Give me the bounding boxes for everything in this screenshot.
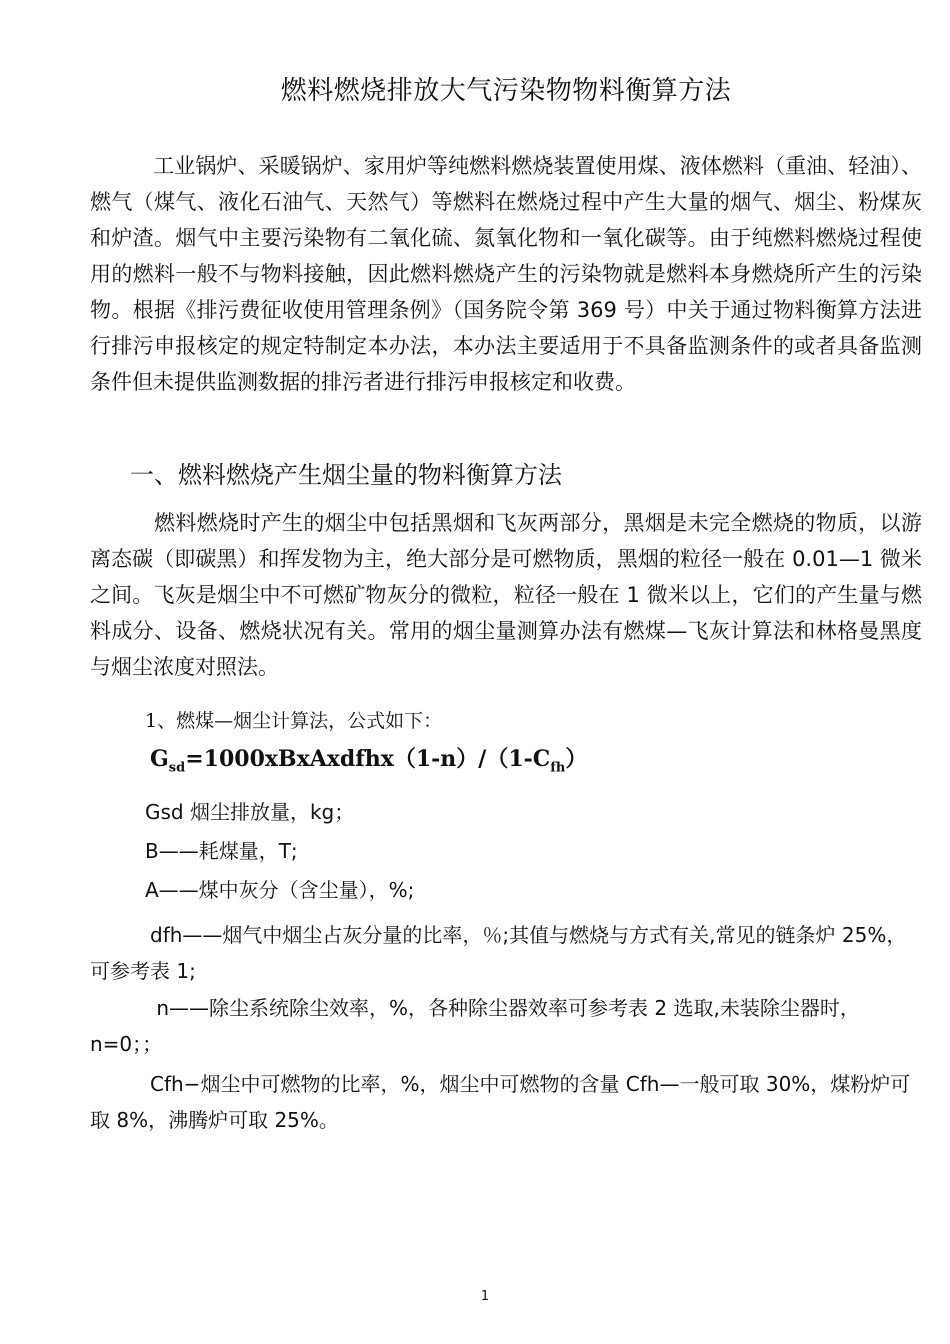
definition-gsd: Gsd 烟尘排放量，kg；: [145, 800, 355, 824]
formula-c-subscript: fh: [550, 760, 566, 776]
definition-cfh: Cfh−烟尘中可燃物的比率，%，烟尘中可燃物的含量 Cfh—一般可取 30%，煤粉炉可取 8%，沸腾炉可取 25%。: [90, 1072, 911, 1132]
formula: [150, 742, 587, 775]
definition-a: A——煤中灰分（含尘量），%;: [145, 878, 415, 902]
formula-g: G: [150, 746, 169, 772]
definition-dfh: dfh——烟气中烟尘占灰分量的比率，％;其值与燃烧与方式有关,常见的链条炉 25%，可参考表 1;: [90, 923, 907, 983]
definition-n: n——除尘系统除尘效率，%，各种除尘器效率可参考表 2 选取,未装除尘器时，n=0；；: [90, 996, 860, 1056]
formula-middle: =1000xBxAxdfhx（1-n）/（1-C: [185, 746, 551, 772]
page-number: 1: [480, 1289, 490, 1304]
intro-paragraph: 工业锅炉、采暖锅炉、家用炉等纯燃料燃烧装置使用煤、液体燃料（重油、轻油）、燃气（煤气、液化石油气、天然气）等燃料在燃烧过程中产生大量的烟气、烟尘、粉煤灰和炉渣。烟气中主要污染物有二氧化硫、氮氧化物和一氧化碳等。由于纯燃料燃烧过程使用的燃料一般不与物料接触，因此燃料燃烧产生的污染物就是燃料本身燃烧所产生的污染物。根据《排污费征收使用管理条例》（国务院令第 369 号）中关于通过物料衡算方法进行排污申报核定的规定特制定本办法，本办法主要适用于不具备监测条件的或者具备监测条件但未提供监测数据的排污者进行排污申报核定和收费。: [90, 154, 922, 394]
formula-g-subscript: sd: [168, 760, 186, 776]
method-label: 1、燃煤—烟尘计算法，公式如下：: [145, 710, 443, 732]
section-1-paragraph: 燃料燃烧时产生的烟尘中包括黑烟和飞灰两部分，黑烟是未完全燃烧的物质，以游离态碳（即碳黑）和挥发物为主，绝大部分是可燃物质，黑烟的粒径一般在 0.01—1 微米之间。飞灰是烟尘中不可燃矿物灰分的微粒，粒径一般在 1 微米以上，它们的产生量与燃料成分、设备、燃烧状况有关。常用的烟尘量测算办法有燃煤—飞灰计算法和林格曼黑度与烟尘浓度对照法。: [90, 511, 922, 679]
section-heading-1: 一、燃料燃烧产生烟尘量的物料衡算方法: [130, 461, 562, 489]
formula-end: ）: [565, 746, 588, 772]
definition-b: B——耗煤量，T;: [145, 839, 298, 863]
document-title: 燃料燃烧排放大气污染物物料衡算方法: [280, 76, 732, 106]
